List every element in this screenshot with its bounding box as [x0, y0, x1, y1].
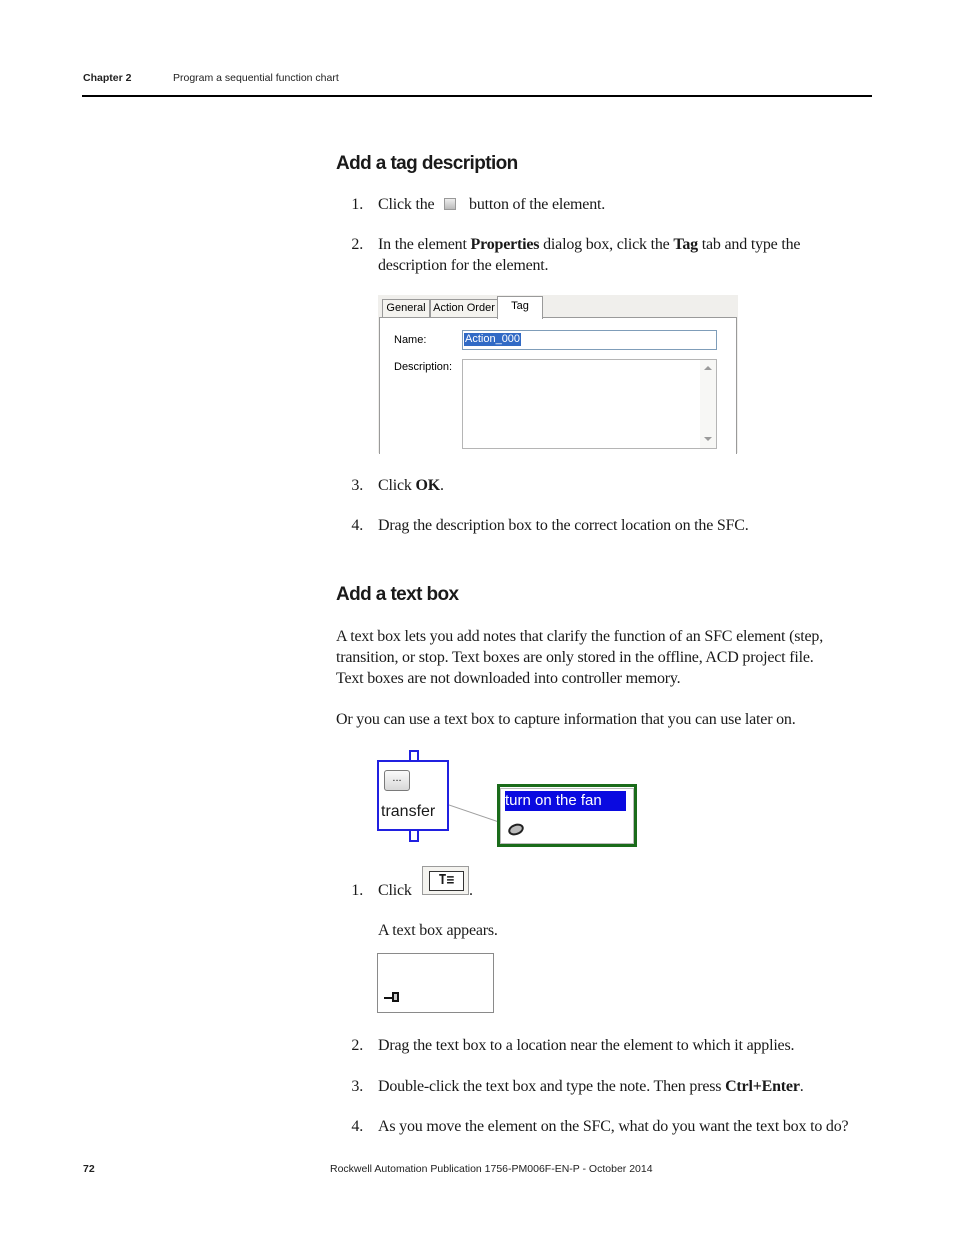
tab-tag[interactable]: Tag — [497, 296, 543, 319]
text-box-icon: T≡ — [429, 871, 464, 891]
step-subtext: A text box appears. — [378, 922, 498, 939]
sfc-note-text: turn on the fan — [505, 791, 626, 811]
scroll-up-icon[interactable] — [704, 366, 712, 370]
section-heading-tag-description: Add a tag description — [336, 153, 518, 174]
step-text: Double-click the text box and type the note. Then press Ctrl+Enter. — [378, 1078, 804, 1095]
step-text: Drag the text box to a location near the element to which it applies. — [378, 1037, 795, 1054]
description-field[interactable] — [462, 359, 717, 449]
sfc-connector-line — [449, 800, 499, 825]
empty-text-box[interactable] — [377, 953, 494, 1013]
scroll-down-icon[interactable] — [704, 437, 712, 441]
step-number: 2. — [351, 1037, 363, 1054]
ellipsis-button[interactable]: ... — [384, 770, 410, 791]
name-value: Action_000 — [465, 333, 521, 345]
step-text: Click — [378, 882, 412, 899]
sfc-element-label: transfer — [381, 803, 436, 820]
chapter-title: Program a sequential function chart — [173, 72, 339, 84]
sfc-bottom-connector — [409, 831, 419, 842]
publication-info: Rockwell Automation Publication 1756-PM006F-EN-P - October 2014 — [330, 1163, 653, 1175]
name-field[interactable] — [462, 330, 717, 350]
name-label: Name: — [394, 334, 427, 346]
step-text: Drag the description box to the correct location on the SFC. — [378, 517, 749, 534]
step-text: Click OK. — [378, 477, 444, 494]
step-number: 4. — [351, 517, 363, 534]
secondary-paragraph: Or you can use a text box to capture information that you can use later on. — [336, 711, 796, 728]
step-text: Click the button of the element. — [378, 196, 606, 213]
section-heading-text-box: Add a text box — [336, 584, 459, 605]
description-scrollbar[interactable] — [700, 360, 716, 448]
pin-icon[interactable] — [384, 992, 400, 1004]
step-text-period: . — [469, 882, 473, 899]
step-number: 3. — [351, 477, 363, 494]
header-rule — [82, 95, 872, 97]
step-number: 2. — [351, 236, 363, 253]
ellipsis-button-icon — [444, 198, 456, 210]
step-text: As you move the element on the SFC, what do you want the text box to do? — [378, 1118, 849, 1135]
step-number: 3. — [351, 1078, 363, 1095]
step-text: In the element Properties dialog box, click the Tag tab and type the description for the element. — [378, 236, 801, 274]
step-number: 4. — [351, 1118, 363, 1135]
tab-general[interactable]: General — [382, 299, 430, 317]
text-box-tool-button[interactable] — [422, 866, 469, 895]
page-number: 72 — [83, 1163, 95, 1175]
sfc-action-element[interactable] — [377, 760, 449, 831]
step-number: 1. — [351, 196, 363, 213]
tab-action-order[interactable]: Action Order — [430, 299, 498, 317]
description-label: Description: — [394, 361, 453, 373]
intro-paragraph: A text box lets you add notes that clarify the function of an SFC element (step, transition, or stop. Text boxes are only stored in the offline, ACD project file. Text boxes are not downloaded into controller memory. — [336, 628, 824, 687]
step-number: 1. — [351, 882, 363, 899]
chapter-label: Chapter 2 — [83, 72, 132, 84]
